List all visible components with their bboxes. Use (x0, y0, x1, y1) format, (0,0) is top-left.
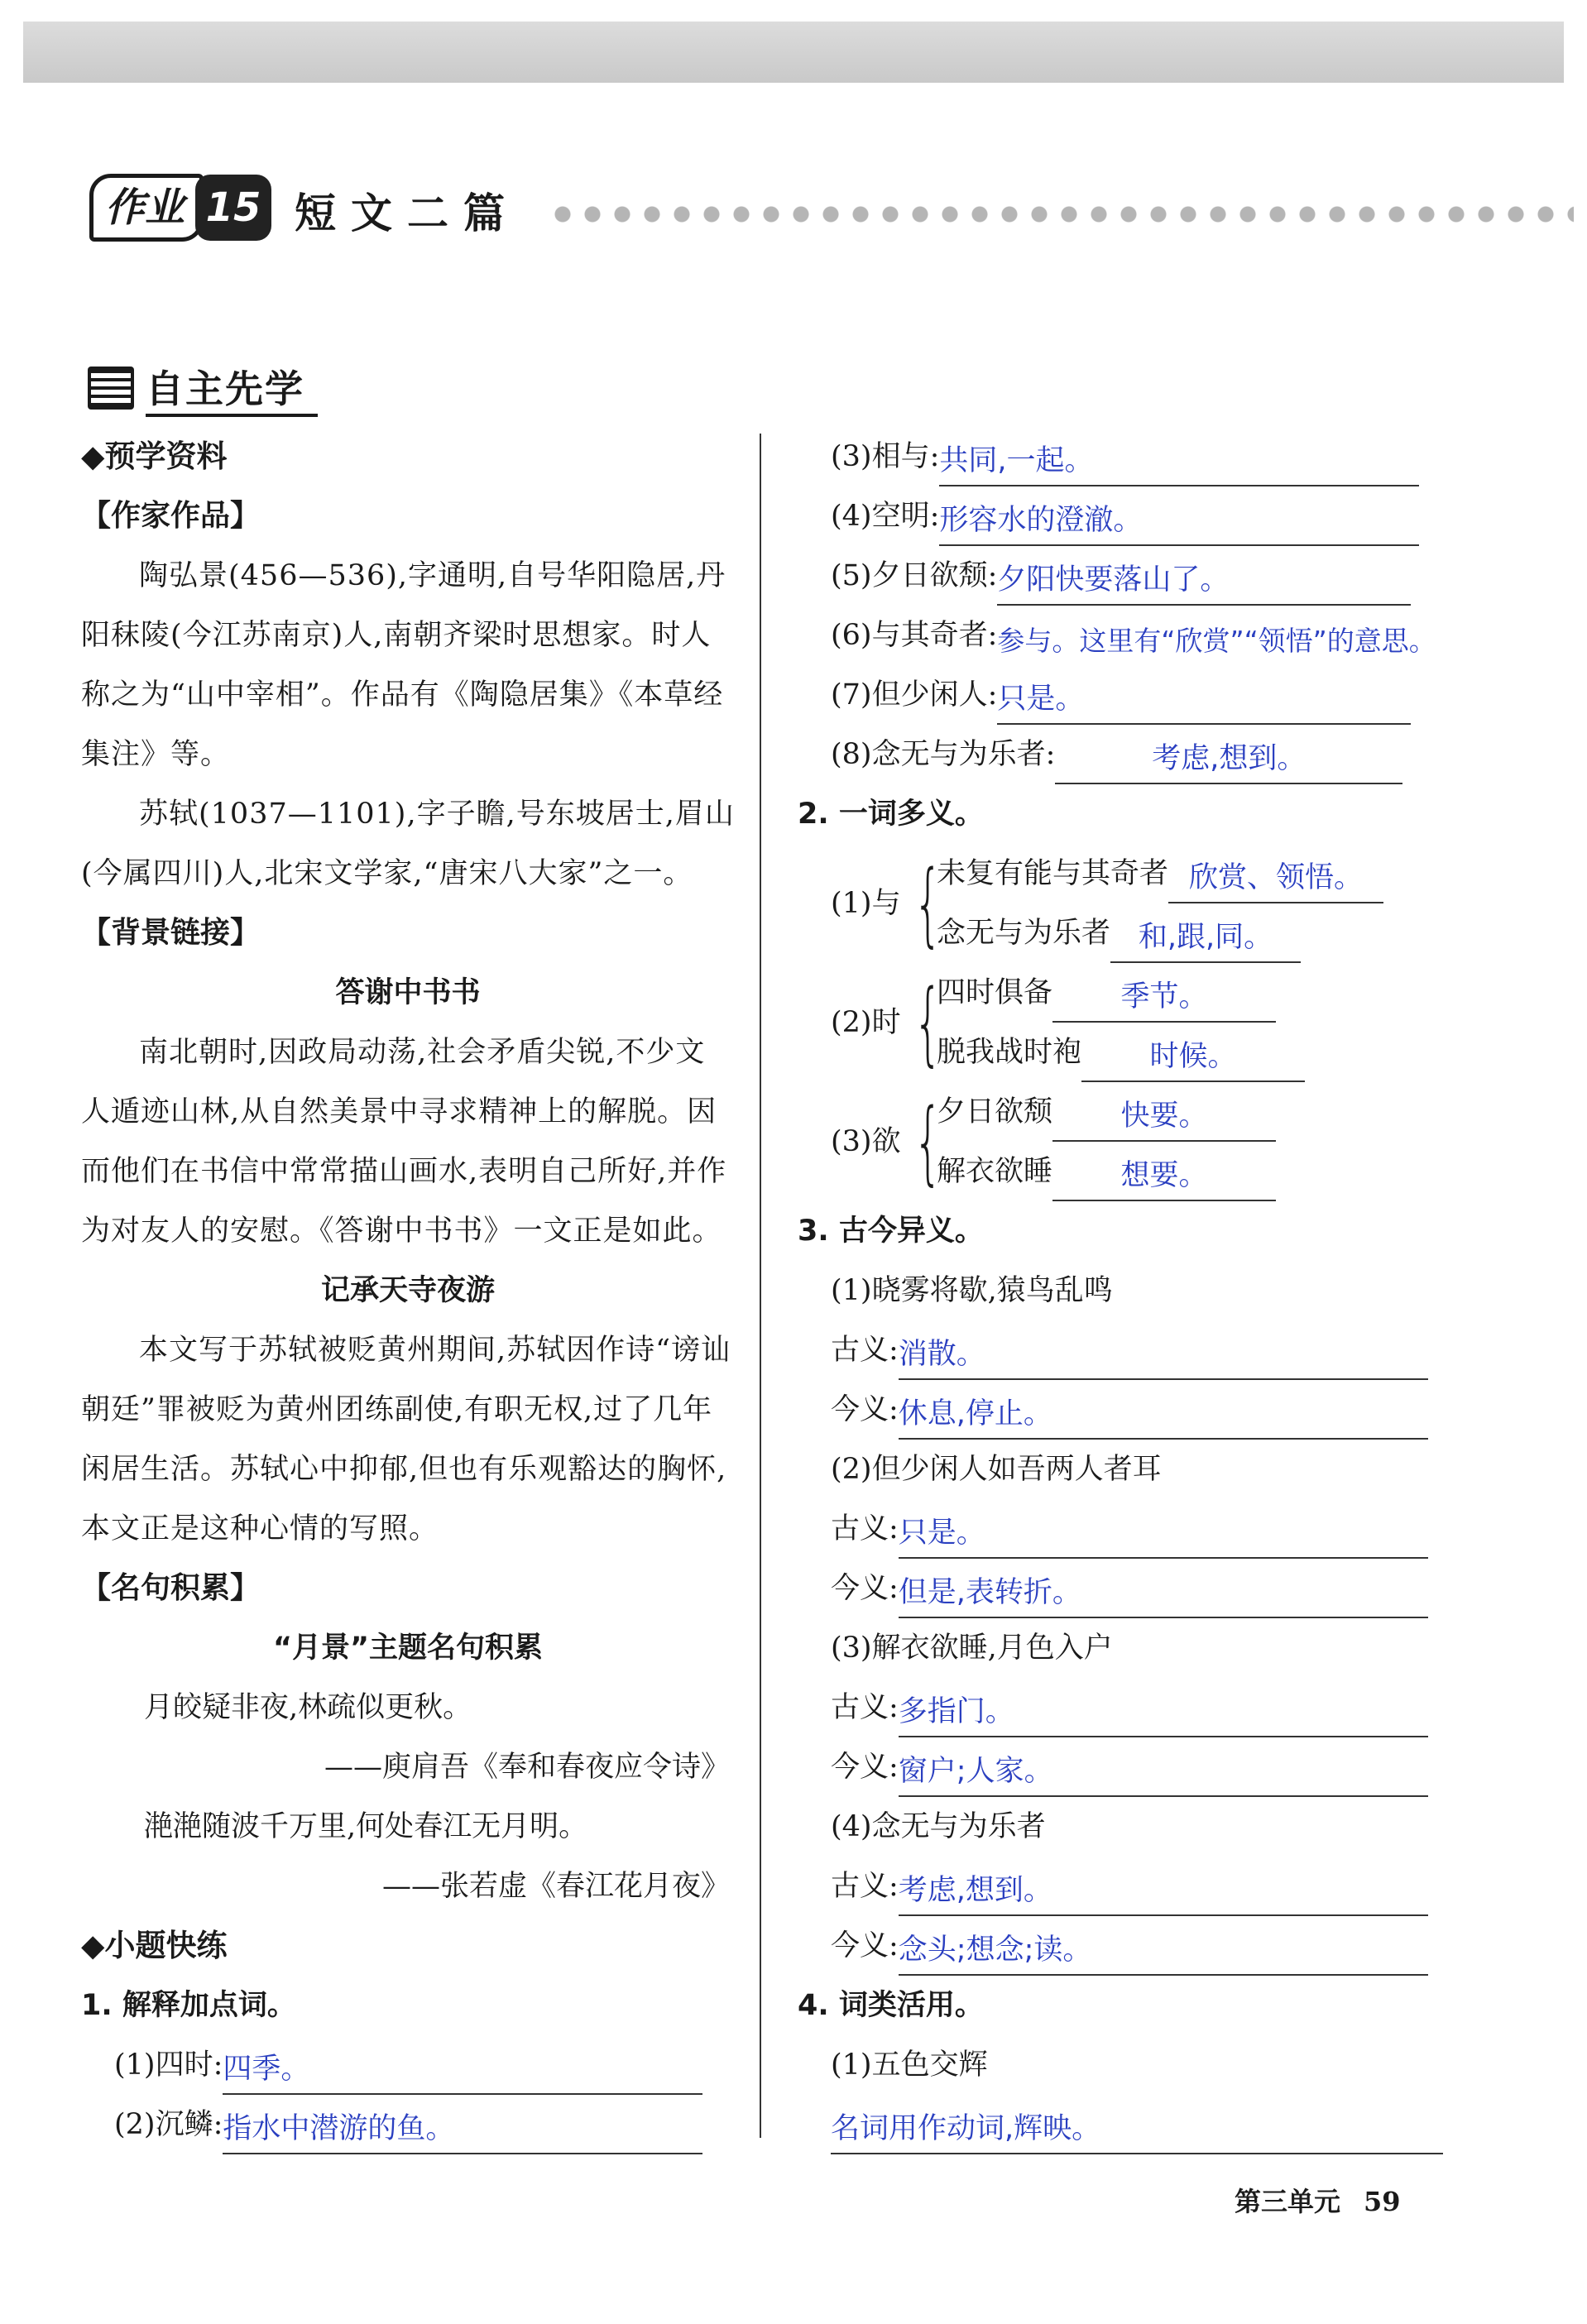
polysemy-label: (2)时 (831, 1006, 901, 1039)
item-prompt: (2)沉鳞: (114, 2108, 223, 2141)
answer-line: 和,跟,同。 (1110, 913, 1301, 963)
brace-icon: { (913, 970, 942, 1076)
background-title-1: 答谢中书书 (335, 976, 481, 1009)
answer-line: 快要。 (1052, 1092, 1276, 1142)
author-label: 【作家作品】 (81, 499, 261, 533)
brace-icon: { (913, 1089, 942, 1195)
question-1-item (798, 486, 1526, 546)
page-footer (1235, 2181, 1401, 2219)
prestudy-heading: ◆预学资料 (81, 438, 228, 474)
ancient-label: 古义: (831, 1512, 899, 1545)
item-prompt: (3)相与: (831, 440, 940, 473)
question-2-label: 2. 一词多义。 (798, 798, 984, 831)
answer-line: 形容水的澄澈。 (939, 496, 1419, 546)
answer-line: 考虑,想到。 (1055, 735, 1402, 784)
answer-line: 只是。 (997, 675, 1411, 725)
answer-line: 共同,一起。 (939, 437, 1419, 486)
question-1-item (81, 2035, 735, 2095)
right-column (798, 427, 1526, 2154)
polysemy-text: 夕日欲颓 (937, 1095, 1053, 1128)
answer-line: 时候。 (1081, 1033, 1305, 1082)
top-gray-band (23, 22, 1564, 83)
section-title: 自主先学 (146, 359, 318, 417)
unit-label: 第三单元 (1235, 2186, 1341, 2217)
answer-line: 欣赏、领悟。 (1168, 854, 1383, 903)
column-divider (760, 434, 761, 2138)
polysemy-label: (1)与 (831, 887, 901, 920)
answer-line: 窗户;人家。 (899, 1747, 1428, 1797)
answer-line: 多指门。 (899, 1688, 1428, 1737)
item-prompt: (8)念无与为乐者: (831, 738, 1056, 771)
polysemy-group (798, 963, 1526, 1082)
ancient-label: 古义: (831, 1870, 899, 1903)
polysemy-group (798, 844, 1526, 963)
background-title-2: 记承天寺夜游 (320, 1274, 495, 1307)
quote-2: 滟滟随波千万里,何处春江无月明。 (144, 1810, 588, 1843)
item-prompt: (7)但少闲人: (831, 678, 998, 712)
modern-label: 今义: (831, 1572, 899, 1605)
left-column (81, 427, 735, 2154)
question-1-item (798, 427, 1526, 486)
modern-label: 今义: (831, 1929, 899, 1962)
question-1-item (798, 546, 1526, 606)
sentence: (2)但少闲人如吾两人者耳 (831, 1453, 1162, 1486)
polysemy-text: 未复有能与其奇者 (937, 857, 1169, 890)
page-title: 短文二篇 (295, 189, 520, 237)
answer-line: 想要。 (1052, 1152, 1276, 1201)
background-label: 【背景链接】 (81, 916, 261, 950)
answer-line: 只是。 (899, 1509, 1428, 1559)
modern-label: 今义: (831, 1751, 899, 1784)
item-prompt: (5)夕日欲颓: (831, 559, 998, 592)
ancient-modern-item (798, 1797, 1526, 1976)
answer-line: 休息,停止。 (899, 1390, 1428, 1440)
quotes-label: 【名句积累】 (81, 1571, 261, 1605)
answer-line: 名词用作动词,辉映。 (831, 2105, 1443, 2154)
homework-tag (89, 170, 271, 245)
sentence: (3)解衣欲睡,月色入户 (831, 1632, 1113, 1665)
question-1-label: 1. 解释加点词。 (81, 1989, 296, 2022)
item-prompt: (1)四时: (114, 2048, 223, 2082)
quote-1-attribution: ——庾肩吾《奉和春夜应令诗》 (324, 1751, 730, 1784)
question-1-item (798, 606, 1526, 665)
answer-line: 指水中潜游的鱼。 (223, 2105, 702, 2154)
section-header (88, 359, 318, 417)
background-paragraph-2: 本文写于苏轼被贬黄州期间,苏轼因作诗“谤讪朝廷”罪被贬为黄州团练副使,有职无权,过了几年闲居生活。苏轼心中抑郁,但也有乐观豁达的胸怀,本文正是这种心情的写照。 (81, 1334, 731, 1545)
dotted-divider (548, 205, 1574, 223)
polysemy-text: 解衣欲睡 (937, 1155, 1053, 1188)
answer-line: 四季。 (223, 2045, 702, 2095)
sentence: (1)晓雾将歇,猿鸟乱鸣 (831, 1274, 1113, 1307)
homework-tag-word: 作业 (89, 174, 204, 242)
item-prompt: (4)空明: (831, 500, 940, 533)
background-paragraph-1: 南北朝时,因政局动荡,社会矛盾尖锐,不少文人遁迹山林,从自然美景中寻求精神上的解脱。因而他们在书信中常常描山画水,表明自己所好,并作为对友人的安慰。《答谢中书书》一文正是如此。 (81, 1036, 727, 1248)
ancient-modern-item (798, 1261, 1526, 1440)
brace-icon: { (913, 851, 942, 956)
answer-line: 但是,表转折。 (899, 1569, 1428, 1618)
polysemy-group (798, 1082, 1526, 1201)
part-of-speech-item: (1)五色交辉 (831, 2048, 988, 2082)
question-1-item (81, 2095, 735, 2154)
question-3-label: 3. 古今异义。 (798, 1215, 984, 1248)
ancient-label: 古义: (831, 1334, 899, 1367)
modern-label: 今义: (831, 1393, 899, 1426)
question-1-item (798, 725, 1526, 784)
question-1-item (798, 665, 1526, 725)
answer-line: 消散。 (899, 1330, 1428, 1380)
answer-line: 夕阳快要落山了。 (997, 556, 1411, 606)
polysemy-label: (3)欲 (831, 1125, 901, 1158)
answer-line: 念头;想念;读。 (899, 1926, 1428, 1976)
quote-2-attribution: ——张若虚《春江花月夜》 (381, 1870, 730, 1903)
polysemy-text: 四时俱备 (937, 976, 1053, 1009)
answer-line: 季节。 (1052, 973, 1276, 1023)
ancient-modern-item (798, 1440, 1526, 1618)
author-paragraph-1: 陶弘景(456—536),字通明,自号华阳隐居,丹阳秣陵(今江苏南京)人,南朝齐梁时思想家。时人称之为“山中宰相”。作品有《陶隐居集》《本草经集注》等。 (81, 559, 726, 771)
polysemy-text: 念无与为乐者 (937, 917, 1111, 950)
answer-line: 考虑,想到。 (899, 1866, 1428, 1916)
page-number: 59 (1364, 2186, 1401, 2217)
ancient-label: 古义: (831, 1691, 899, 1724)
sentence: (4)念无与为乐者 (831, 1810, 1046, 1843)
polysemy-text: 脱我战时袍 (937, 1036, 1082, 1069)
item-prompt: (6)与其奇者: (831, 619, 998, 652)
homework-tag-number: 15 (195, 175, 271, 241)
author-paragraph-2: 苏轼(1037—1101),字子瞻,号东坡居士,眉山(今属四川)人,北宋文学家,“唐宋八大家”之一。 (81, 798, 735, 890)
quote-1: 月皎疑非夜,林疏似更秋。 (144, 1691, 472, 1724)
ancient-modern-item (798, 1618, 1526, 1797)
practice-heading: ◆小题快练 (81, 1928, 228, 1963)
quotes-title: “月景”主题名句积累 (272, 1632, 543, 1665)
question-4-label: 4. 词类活用。 (798, 1989, 984, 2022)
answer-line: 参与。这里有“欣赏”“领悟”的意思。 (997, 625, 1436, 657)
book-icon (88, 367, 134, 410)
